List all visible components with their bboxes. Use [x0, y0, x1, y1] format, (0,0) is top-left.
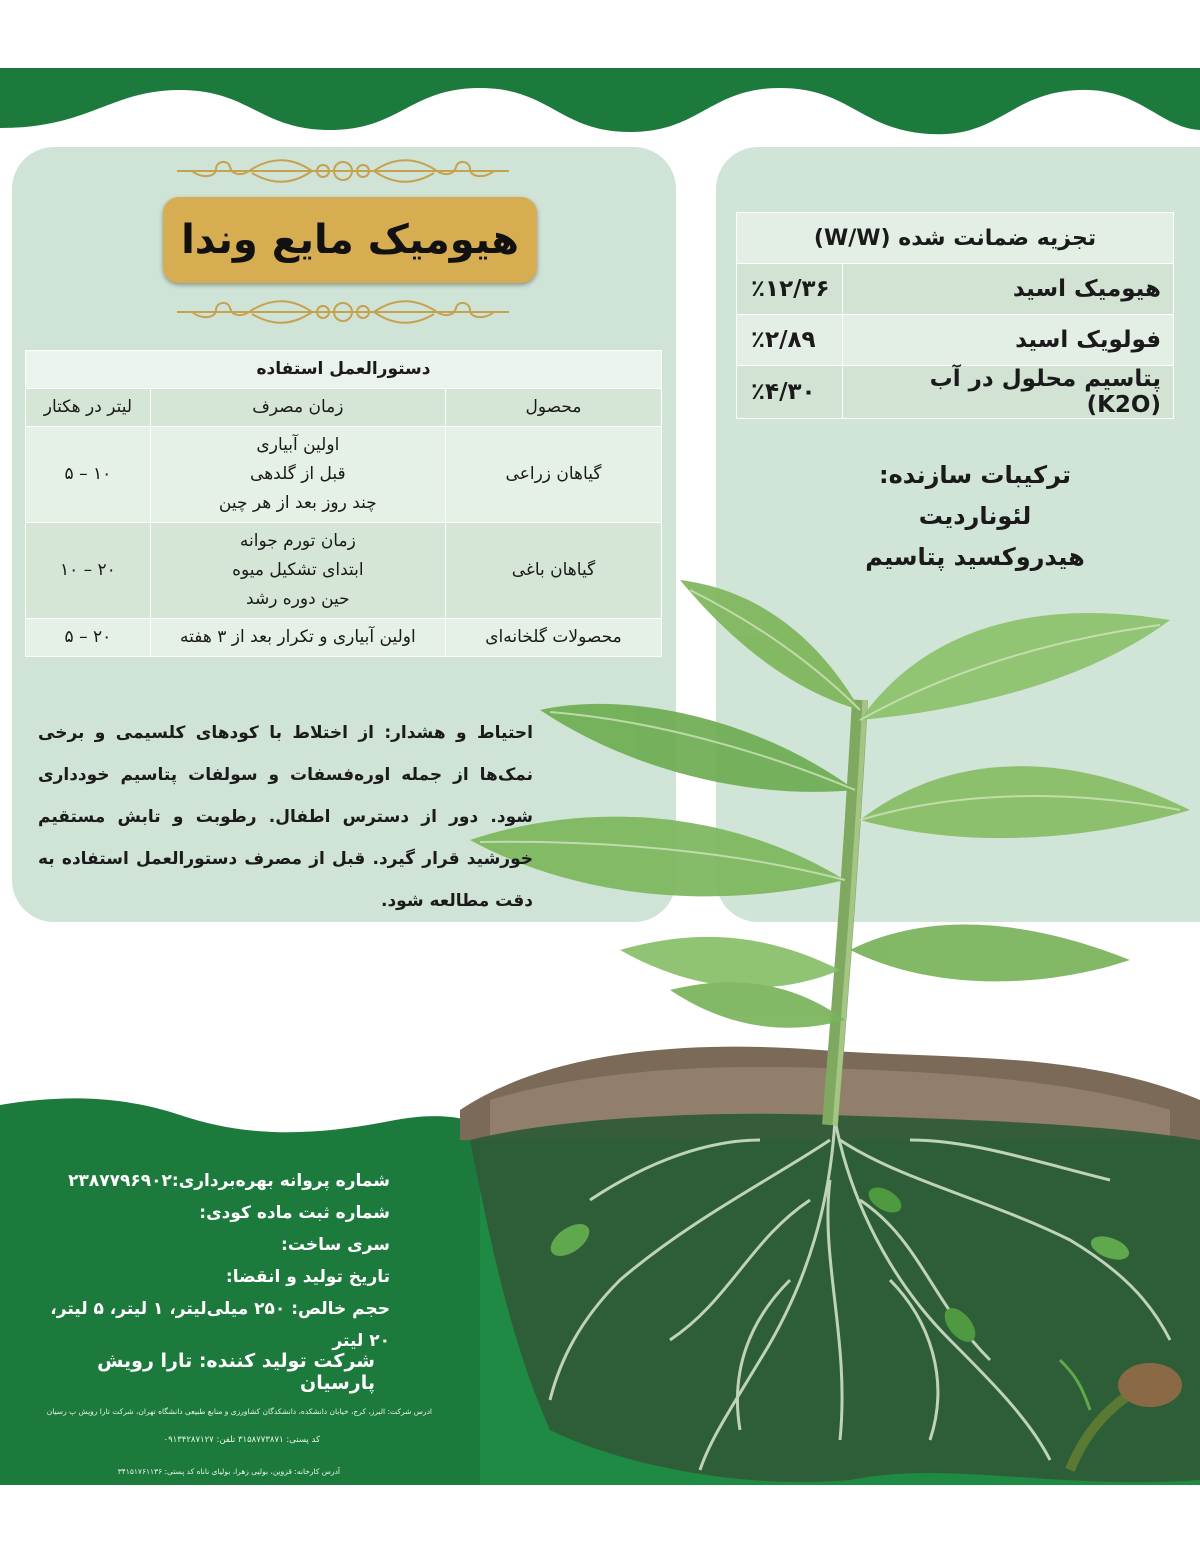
usage-caption: دستورالعمل استفاده [26, 351, 662, 389]
ingredient-item: هیدروکسید پتاسیم [865, 543, 1085, 571]
warning-text: احتیاط و هشدار: از اختلاط با کودهای کلسیمی و برخی نمک‌ها از جمله اوره‌فسفات و سولفات پتاسیم خودداری شود. دور از دسترس اطفال. رطوبت و تابش مستقیم خورشید قرار گیرد. قبل از مصرف دستورالعمل استفاده به دقت مطالعه شود. [38, 723, 533, 911]
ornament-bottom-icon [172, 296, 514, 328]
net-volume: حجم خالص: ۲۵۰ میلی‌لیتر، ۱ لیتر، ۵ لیتر، ۲۰ لیتر [50, 1299, 390, 1351]
ingredients-block [830, 455, 1120, 578]
row-crop: گیاهان باغی [445, 523, 661, 619]
row-rate: ۲۰ – ۱۰ [26, 523, 151, 619]
row-crop: گیاهان زراعی [445, 427, 661, 523]
time-line: ابتدای تشکیل میوه [232, 560, 364, 580]
producer-name: شرکت تولید کننده: تارا رویش پارسیان [97, 1350, 375, 1394]
analysis-name: پتاسیم محلول در آب (K2O) [842, 366, 1173, 419]
ornament-top-icon [172, 155, 514, 187]
row-time [150, 427, 445, 523]
time-line: چند روز بعد از هر چین [218, 493, 377, 513]
header-time: زمان مصرف [150, 389, 445, 427]
time-line: اولین آبیاری [256, 435, 340, 455]
ingredient-item: لئوناردیت [918, 502, 1032, 530]
production-expiry-date: تاریخ تولید و انقضا: [225, 1267, 390, 1287]
analysis-name: فولویک اسید [842, 315, 1173, 366]
analysis-value: ٪۱۲/۳۶ [737, 264, 843, 315]
analysis-header: تجزیه ضمانت شده (W/W) [737, 213, 1174, 264]
product-title: هیومیک مایع وندا [181, 217, 519, 263]
row-time [150, 619, 445, 657]
plant-roots-illustration [430, 580, 1200, 1490]
row-crop: محصولات گلخانه‌ای [445, 619, 661, 657]
registration-number: شماره ثبت ماده کودی: [199, 1203, 390, 1223]
time-line: حین دوره رشد [246, 589, 350, 609]
ingredients-title: ترکیبات سازنده: [878, 461, 1072, 489]
row-rate: ۱۰ – ۵ [26, 427, 151, 523]
batch-number: سری ساخت: [281, 1235, 390, 1255]
row-rate: ۲۰ – ۵ [26, 619, 151, 657]
analysis-table [736, 212, 1174, 419]
top-wave-band [0, 68, 1200, 138]
factory-address: آدرس کارخانه: قزوین، بولیی زهرا، بولیای ناناه کد پستی: ۳۴۱۵۱۷۶۱۱۳۶ [117, 1467, 340, 1476]
product-info-block [30, 1165, 390, 1357]
header-crop: محصول [445, 389, 661, 427]
time-line: قبل از گلدهی [250, 464, 346, 484]
company-contact: کد پستی: ۳۱۵۸۷۷۳۸۷۱ تلفن: ۰۹۱۳۴۲۸۷۱۲۷ [163, 1435, 320, 1445]
time-line: اولین آبیاری و تکرار بعد از ۳ هفته [180, 627, 416, 647]
analysis-name: هیومیک اسید [842, 264, 1173, 315]
license-number: شماره پروانه بهره‌برداری:۲۳۸۷۷۹۶۹۰۲ [68, 1171, 390, 1191]
row-time [150, 523, 445, 619]
title-plate [163, 197, 537, 283]
time-line: زمان تورم جوانه [239, 531, 356, 551]
company-address: ادرس شرکت: البرز، کرج، خیابان دانشکده، دانشکدگان کشاورزی و منابع طبیعی دانشگاه تهران، شرکت تارا رویش پ رسیان [46, 1407, 432, 1416]
analysis-value: ٪۲/۸۹ [737, 315, 843, 366]
analysis-value: ٪۴/۳۰ [737, 366, 843, 419]
header-rate: لیتر در هکتار [26, 389, 151, 427]
